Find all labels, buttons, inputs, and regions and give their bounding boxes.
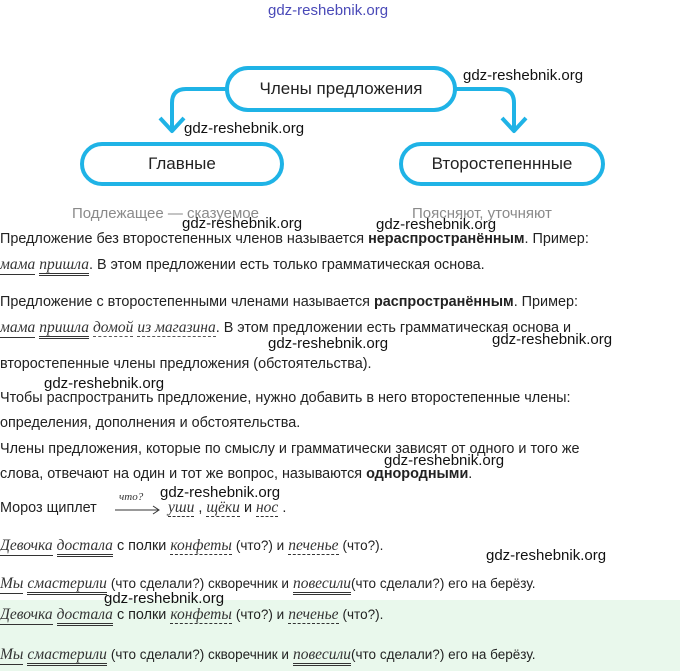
watermark: gdz-reshebnik.org	[463, 67, 584, 84]
moroz-and: и	[243, 500, 252, 516]
we-subject: Мы	[0, 646, 24, 663]
watermark: gdz-reshebnik.org	[184, 120, 305, 137]
we-predicate-1: смастерили	[27, 575, 106, 595]
moroz-comma: ,	[198, 500, 203, 516]
p2-text-end: . Пример:	[513, 294, 578, 310]
we-predicate-2: повесили	[293, 646, 351, 666]
girl-question-2: (что?).	[342, 538, 384, 553]
moroz-words	[168, 499, 286, 517]
p4-text: слова, отвечают на один и тот же вопрос, называются	[0, 466, 367, 482]
p1-line2	[0, 256, 485, 274]
watermark: gdz-reshebnik.org	[182, 215, 303, 232]
girl-predicate: достала	[57, 537, 113, 557]
watermark: gdz-reshebnik.org	[160, 484, 281, 501]
diagram-left-label: Главные	[148, 154, 216, 173]
girl-object-2: печенье	[288, 537, 339, 554]
homogeneous-word-1: уши	[168, 499, 195, 516]
girl-object-1: конфеты	[170, 537, 232, 554]
girl-question-2: (что?).	[342, 607, 384, 622]
p4-text-end: .	[468, 466, 473, 482]
homogeneous-word-3: нос	[255, 499, 279, 516]
diagram-arrows	[0, 0, 680, 200]
example-predicate: пришла	[39, 319, 89, 339]
watermark: gdz-reshebnik.org	[486, 547, 607, 564]
moroz-dot: .	[282, 500, 287, 516]
p2-line1	[0, 294, 578, 310]
watermark: gdz-reshebnik.org	[384, 452, 505, 469]
p1-term: нераспространённым	[368, 231, 525, 247]
watermark-top: gdz-reshebnik.org	[268, 2, 389, 19]
watermark: gdz-reshebnik.org	[376, 216, 497, 233]
watermark: gdz-reshebnik.org	[44, 375, 165, 392]
we-subject: Мы	[0, 575, 24, 592]
we-predicate-2: повесили	[293, 575, 351, 595]
example-moroz	[0, 500, 97, 516]
example-girl-answer	[0, 606, 383, 624]
example-subject: мама	[0, 319, 36, 336]
diagram-left-subtext: Подлежащее — сказуемое	[72, 205, 259, 222]
example-adverbial-2: из магазина	[137, 319, 216, 336]
we-question-1: (что сделали?) скворечник и	[110, 576, 289, 591]
girl-question-1: (что?) и	[235, 607, 285, 622]
p2-term: распространённым	[373, 294, 514, 310]
we-question-2: (что сделали?) его на берёзу.	[351, 647, 536, 662]
example-subject: мама	[0, 256, 36, 273]
p2-text-after: . В этом предложении есть грамматическая основа и	[215, 320, 572, 336]
we-question-2: (что сделали?) его на берёзу.	[351, 576, 536, 591]
example-adverbial-1: домой	[92, 319, 134, 336]
watermark: gdz-reshebnik.org	[104, 590, 225, 607]
diagram-right-subtext: Поясняют, уточняют	[412, 205, 552, 222]
girl-object-2: печенье	[288, 606, 339, 623]
girl-mid: с полки	[116, 607, 167, 623]
p3-line1: Чтобы распространить предложение, нужно добавить в него второстепенные члены:	[0, 390, 571, 406]
example-we-answer	[0, 646, 535, 664]
p1-text-end: . Пример:	[524, 231, 589, 247]
p1-text-after: . В этом предложении есть только грамматическая основа.	[88, 257, 485, 273]
we-question-1: (что сделали?) скворечник и	[110, 647, 289, 662]
example-girl	[0, 537, 383, 555]
p4-line1: Члены предложения, которые по смыслу и грамматически зависят от одного и того же	[0, 441, 580, 457]
p1-text: Предложение без второстепенных членов называется	[0, 231, 369, 247]
girl-predicate: достала	[57, 606, 113, 626]
example-predicate: пришла	[39, 256, 89, 276]
example-we	[0, 575, 535, 593]
arrow-right-icon	[114, 505, 162, 515]
diagram-root-label: Члены предложения	[259, 79, 423, 98]
p4-term: однородными	[366, 466, 469, 482]
homogeneous-word-2: щёки	[206, 499, 240, 516]
girl-mid: с полки	[116, 538, 167, 554]
girl-subject: Девочка	[0, 606, 53, 623]
p3-line2: определения, дополнения и обстоятельства.	[0, 415, 301, 431]
girl-object-1: конфеты	[170, 606, 232, 623]
watermark: gdz-reshebnik.org	[492, 331, 613, 348]
moroz-text: Мороз щиплет	[0, 500, 97, 516]
girl-subject: Девочка	[0, 537, 53, 554]
moroz-question: что?	[119, 491, 144, 503]
watermark: gdz-reshebnik.org	[268, 335, 389, 352]
p1-line1	[0, 231, 589, 247]
p2-text: Предложение с второстепенными членами называется	[0, 294, 374, 310]
girl-question-1: (что?) и	[235, 538, 285, 553]
we-predicate-1: смастерили	[27, 646, 106, 666]
p2-line3: второстепенные члены предложения (обстоятельства).	[0, 356, 372, 372]
diagram-right-label: Второстепеннные	[431, 154, 573, 173]
